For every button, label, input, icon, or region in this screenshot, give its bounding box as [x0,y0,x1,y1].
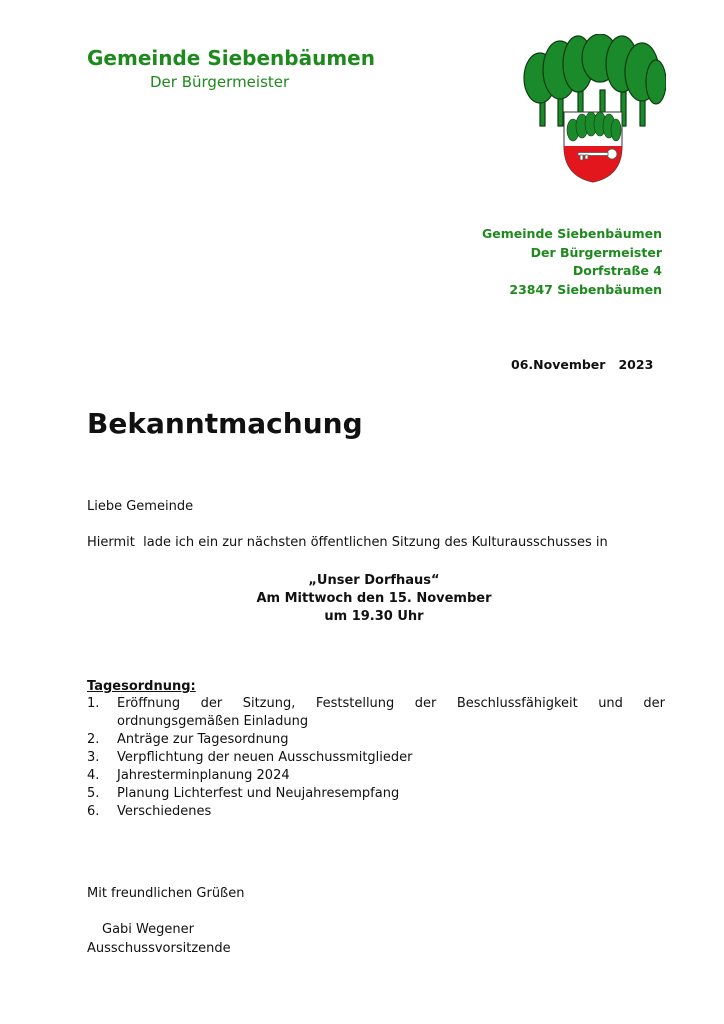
address-block [482,225,662,299]
meeting-time: um 19.30 Uhr [324,609,424,624]
agenda-heading: Tagesordnung: [87,679,196,694]
agenda-item [87,767,665,785]
agenda-item-number: 5. [87,786,100,801]
agenda-list [87,695,665,821]
address-line: 23847 Siebenbäumen [509,281,662,297]
agenda-item-number: 3. [87,750,100,765]
document-date: 06.November 2023 [511,357,654,372]
salutation: Liebe Gemeinde [87,499,194,514]
agenda-item-text: Planung Lichterfest und Neujahresempfang [117,786,400,801]
meeting-place: „Unser Dorfhaus“ [308,573,440,588]
agenda-item-text: Anträge zur Tagesordnung [117,732,289,747]
agenda-item [87,749,665,767]
agenda-item-number: 4. [87,768,100,783]
signer-name: Gabi Wegener [102,922,194,937]
letterhead-org-subtitle: Der Bürgermeister [150,73,290,91]
agenda-item-number: 2. [87,732,100,747]
document-title: Bekanntmachung [87,407,363,440]
agenda-item-text: Jahresterminplanung 2024 [117,768,290,783]
agenda-item [87,731,665,749]
coat-of-arms-icon [518,34,666,184]
agenda-item-text: Eröffnung der Sitzung, Feststellung der Beschlussfähigkeit und der ordnungsgemäßen Einladung [117,696,665,729]
agenda-item-text: Verpflichtung der neuen Ausschussmitglieder [117,750,413,765]
agenda-item [87,695,665,731]
address-line: Gemeinde Siebenbäumen [482,226,662,241]
agenda-item-number: 1. [87,696,100,711]
agenda-item [87,803,665,821]
address-line: Der Bürgermeister [530,244,662,260]
agenda-item [87,785,665,803]
agenda-item-text: Verschiedenes [117,804,212,819]
meeting-details [87,572,661,626]
letterhead-org-name: Gemeinde Siebenbäumen [87,46,375,70]
agenda-item-number: 6. [87,804,100,819]
closing-phrase: Mit freundlichen Grüßen [87,886,245,901]
meeting-day: Am Mittwoch den 15. November [256,591,492,606]
signer-role: Ausschussvorsitzende [87,941,231,956]
address-line: Dorfstraße 4 [572,263,662,278]
intro-paragraph: Hiermit lade ich ein zur nächsten öffentlichen Sitzung des Kulturausschusses in [87,535,608,550]
